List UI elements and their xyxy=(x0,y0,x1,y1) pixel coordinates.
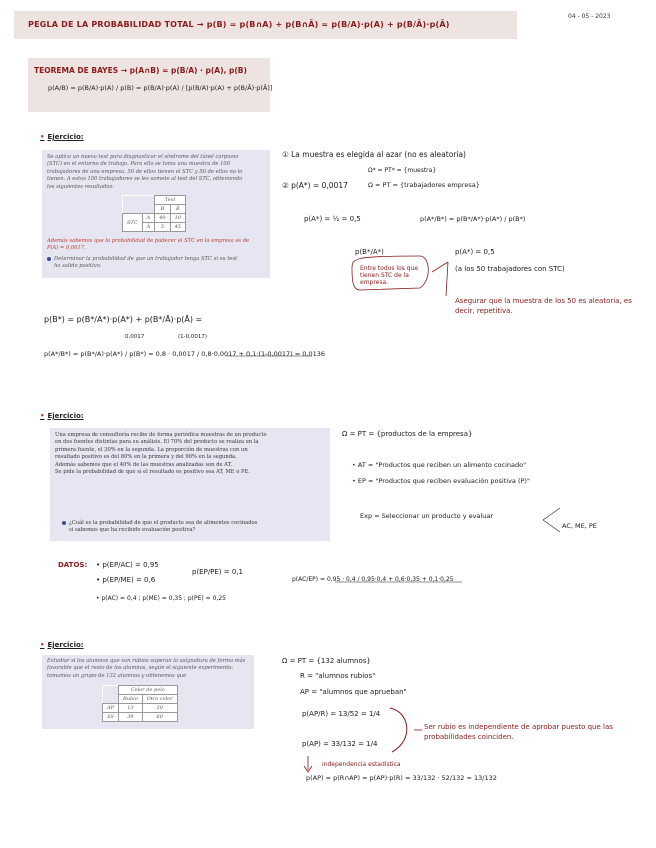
ej3-sample-space: Ω = PT = {132 alumnos} xyxy=(282,657,371,665)
note-bayes-star: p(A*/B*) = p(B*/A*)·p(A*) / p(B*) xyxy=(420,215,526,223)
exercise-1-table: Test B B̄ STC A 40 10 Ā 5 45 xyxy=(122,195,186,232)
red-connector xyxy=(432,262,448,272)
note-random-sample: ① La muestra es elegida al azar (no es aleatoria) xyxy=(282,150,466,159)
exercise-1-given: Además sabemos que la probabilidad de padecer el STC en la empresa es de P(A) = 0,0017. xyxy=(47,238,250,252)
datos-label: DATOS: xyxy=(58,561,88,569)
datos-priors: • p(AC) = 0,4 ; p(ME) = 0,35 ; p(PE) = 0,25 xyxy=(96,595,226,602)
note-stc-company: Entre todos los que tienen STC de la empresa. xyxy=(360,265,419,286)
red-bracket-shape xyxy=(352,256,428,290)
bayes-formula: p(A/B) = p(B/A)·p(A) / p(B) = p(B/A)·p(A) / [p(B/A)·p(A) + p(B/Ā)·p(Ā)] xyxy=(48,84,273,92)
exercise-2-statement: Una empresa de consultoría recibe de forma periódica muestras de un producto en dos fuentes distintas para su análisis. El 70% del producto se realiza en la primera fuente, el 30% en la segunda. La proporción de muestras con un resultado positivo es del 80% en la primera y del 90% en la segunda. Además sabemos que el 40% de las muestras analizadas son de AT. Se pide la probabilidad de que si el resultado es positivo sea AT, ME o PE. xyxy=(55,432,267,476)
note-pb-given-a: p(B*/A*) xyxy=(355,248,384,256)
ej2-def-at: • AT = "Productos que reciben un alimento cocinado" xyxy=(352,461,527,469)
branch-lines xyxy=(543,508,560,532)
ej3-def-r: R = "alumnos rubios" xyxy=(300,672,376,680)
ej2-result: p(AC/EP) = 0,95 · 0,4 / 0,95·0,4 + 0,6·0,35 + 0,1·0,25 xyxy=(292,576,454,583)
exercise-1-question: Determinar la probabilidad de que un trabajador tenga STC si su test ha salido positivo. xyxy=(47,256,237,271)
ej2-experiment: Exp = Seleccionar un producto y evaluar xyxy=(360,512,494,520)
calc-0-0017: 0,0017 xyxy=(125,334,145,340)
note-pa-half: p(A*) = ½ = 0,5 xyxy=(304,215,361,223)
red-brace xyxy=(390,708,407,752)
note-pa-05: p(A*) = 0,5 xyxy=(455,248,495,256)
exercise-2-label: • Ejercicio: xyxy=(40,412,84,420)
ej3-independence-note: Ser rubio es independiente de aprobar puesto que las probabilidades coinciden. xyxy=(424,723,613,741)
calc-pa-given-b: p(A*/B*) = p(B*/A)·p(A*) / p(B*) = 0,8 · 0,0017 / 0,8·0,0017 + 0,1·(1-0,0017) = 0,0136 xyxy=(44,350,326,358)
exercise-1-statement: Se aplica un nuevo test para diagnosticar el síndrome del túnel carpiano (STC) en el entorno de trabajo. Para ello se toma una muestra de 100 trabajadores de una empresa, 50 de ellos tienen el STC y 50 de ellos no lo tienen. A estos 100 trabajadores se les somete al test del STC, obteniendo los siguientes resultados: xyxy=(47,154,243,190)
calc-1-minus: (1-0,0017) xyxy=(178,334,208,340)
note-sample-space-sample: Ω* = PT* = {muestra} xyxy=(368,167,437,174)
date-label: 04 - 05 - 2023 xyxy=(568,13,611,20)
datos-ep-pe: p(EP/PE) = 0,1 xyxy=(192,568,243,576)
ej2-outcomes: AC, ME, PE xyxy=(562,522,597,530)
ej2-sample-space: Ω = PT = {productos de la empresa} xyxy=(342,430,473,438)
exercise-3-statement: Estudiar si los alumnos que son rubios superan la asignatura de forma más favorable que el resto de los alumnos, según el siguiente experimento: tomamos un grupo de 132 alumnos y obtenemos que xyxy=(47,658,246,679)
bayes-title: TEOREMA DE BAYES → p(A∩B) = p(B/A) · p(A), p(B) xyxy=(34,66,247,75)
exercise-2-question: ¿Cuál es la probabilidad de que el producto sea de alimentos cocinados si sabemos que ha recibido evaluación positiva? xyxy=(62,520,257,535)
note-assure-random: Asegurar que la muestra de los 50 es aleatoria, es decir, repetitiva. xyxy=(455,297,632,315)
note-50-workers: (a los 50 trabajadores con STC) xyxy=(455,265,565,273)
red-connector-2 xyxy=(446,262,448,296)
note-pa-star: ② p(A*) = 0,0017 xyxy=(282,181,348,190)
ej3-pap: p(AP) = 33/132 = 1/4 xyxy=(302,740,378,748)
ej3-final: p(AP) = p(R∩AP) = p(AP)·p(R) = 33/132 · 52/132 = 13/132 xyxy=(306,774,497,782)
calc-pb-star: p(B*) = p(B*/A*)·p(A*) + p(B*/Ā)·p(Ā) = xyxy=(44,315,203,324)
ej3-independence-label: independencia estadística xyxy=(322,761,401,768)
ej2-def-ep: • EP = "Productos que reciben evaluación positiva (P)" xyxy=(352,477,530,485)
datos-ep-me: • p(EP/ME) = 0,6 xyxy=(96,576,156,584)
exercise-3-table: Color de pelo Rubio Otro color AP 13 20 SS 39 60 xyxy=(102,685,178,722)
exercise-1-label: • Ejercicio: xyxy=(40,133,84,141)
note-sample-space-company: Ω = PT = {trabajadores empresa} xyxy=(368,181,480,189)
exercise-3-label: • Ejercicio: xyxy=(40,641,84,649)
ej3-def-ap: AP = "alumnos que aprueban" xyxy=(300,688,407,696)
ej3-pap-r: p(AP/R) = 13/52 = 1/4 xyxy=(302,710,381,718)
datos-ep-ac: • p(EP/AC) = 0,95 xyxy=(96,561,159,569)
total-probability-title: PEGLA DE LA PROBABILIDAD TOTAL → p(B) = p(B∩A) + p(B∩Ā) = p(B/A)·p(A) + p(B/Ā)·p(Ā) xyxy=(28,20,450,29)
